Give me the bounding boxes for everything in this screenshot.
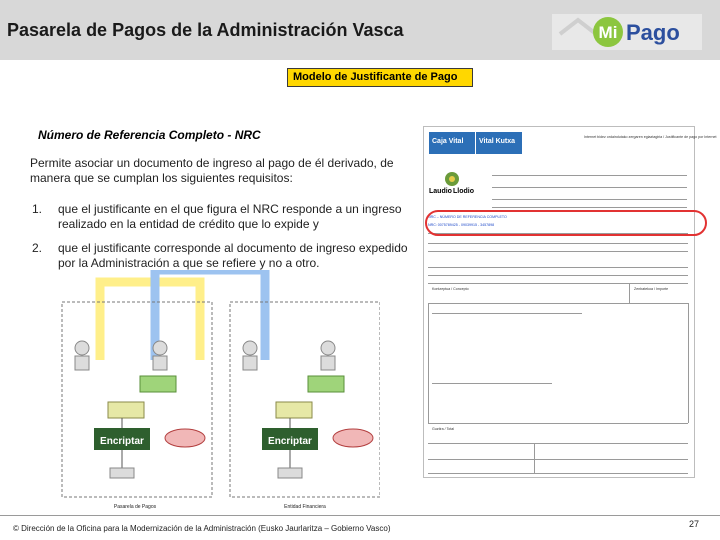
page-title: Pasarela de Pagos de la Administración Vasca	[7, 20, 404, 40]
logo-text: Pago	[626, 20, 680, 45]
diagram-left-label: Pasarela de Pagos	[113, 504, 157, 510]
town-logo: Laudio Llodio	[429, 171, 475, 201]
receipt-amount-label: Zenbatekoa / Importe	[634, 287, 669, 291]
requirement-text: que el justificante en el que figura el NRC responde a un ingreso realizado en la entidad de crédito que lo expide y	[58, 202, 402, 231]
encrypt-label-right: Encriptar	[268, 436, 312, 447]
subtitle-banner	[287, 68, 473, 87]
bank-logo-vital-kutxa: Vital Kutxa	[476, 132, 522, 154]
requirement-number: 2.	[32, 241, 43, 255]
requirement-text: que el justificante corresponde al documento de ingreso expedido por la Administración a que se refiere y no a otro.	[58, 241, 408, 270]
payment-flow-diagram	[60, 270, 380, 515]
footer-copyright: © Dirección de la Oficina para la Modernización de la Administración (Eusko Jaurlaritza – Gobierno Vasco)	[13, 524, 391, 533]
requirement-item-1	[32, 202, 412, 234]
receipt-total: Guztira / Total	[432, 427, 455, 431]
requirement-number: 1.	[32, 202, 43, 216]
section-heading: Número de Referencia Completo - NRC	[38, 128, 261, 142]
receipt-concept: Kontzeptua / Concepto	[432, 287, 469, 291]
page-number: 27	[689, 519, 700, 529]
subtitle-text: Modelo de Justificante de Pago	[293, 71, 458, 83]
mipago-logo	[552, 14, 702, 50]
logo-prefix: Mi	[598, 23, 618, 42]
header-bar	[0, 0, 720, 60]
diagram-right-label: Entidad Financiera	[284, 504, 326, 510]
receipt-header-note: Internet bidez ordaindutako zergaren egiaztagiria / Justificante de pago por Internet	[584, 135, 717, 139]
bank-logo-caja-vital: Caja Vital	[429, 132, 475, 154]
requirement-item-2	[32, 241, 412, 273]
receipt-preview	[423, 126, 717, 478]
encrypt-label-left: Encriptar	[100, 436, 144, 447]
receipt-nrc-line: NRC – NÚMERO DE REFERENCIA COMPLETO	[428, 215, 507, 219]
section-intro: Permite asociar un documento de ingreso al pago de él derivado, de manera que se cumplan los siguientes requisitos:	[30, 156, 394, 185]
footer	[0, 515, 720, 540]
receipt-nrc-value: NRC: 0075789425 - 09039915 - 3457898	[428, 223, 495, 227]
nrc-highlight-oval	[425, 210, 707, 236]
